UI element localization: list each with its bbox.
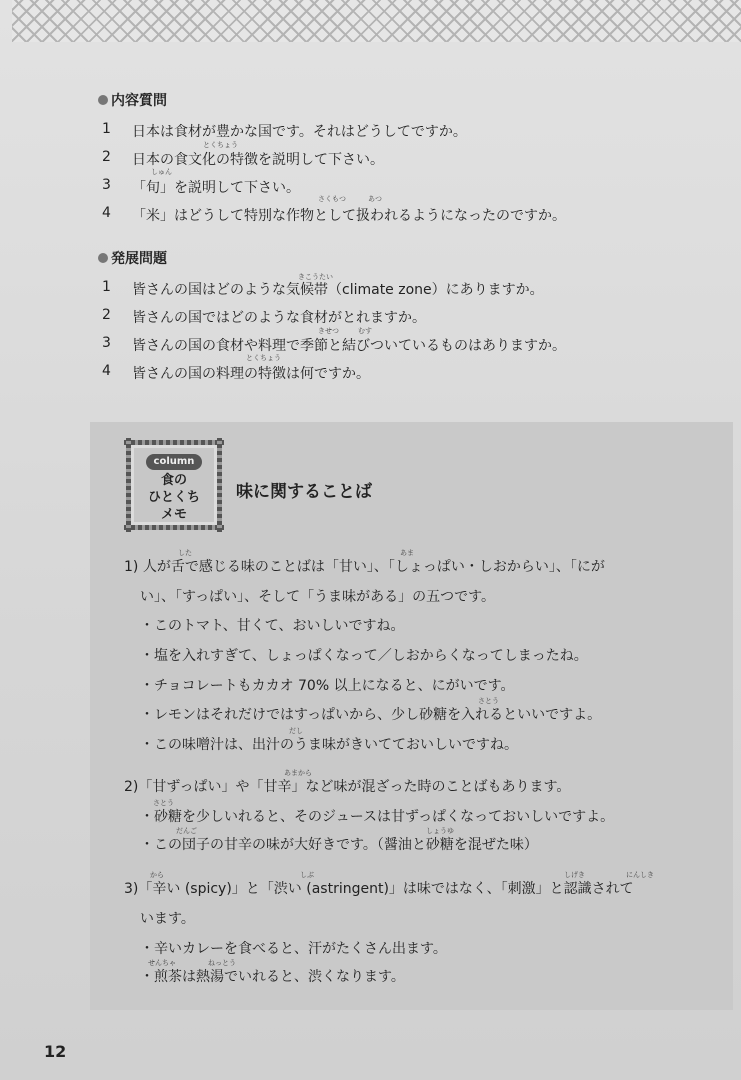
ruby-reading: にんしき (626, 871, 654, 879)
question-number: 4 (102, 205, 111, 221)
example-sentence: ・塩を入れすぎて、しょっぱくなって／しおからくなってしまったね。 (140, 648, 588, 664)
column-text-line: 2)「甘ずっぱい」や「甘辛」など味が混ざった時のことばもあります。 (124, 779, 571, 795)
badge-frame-top (124, 440, 224, 445)
question-text: 皆さんの国はどのような気候帯（climate zone）にありますか。 (132, 282, 544, 298)
column-label-pill: column (146, 454, 202, 470)
question-item (98, 149, 566, 166)
question-item (98, 205, 566, 222)
ruby-reading: あま (400, 549, 414, 557)
question-item (98, 177, 566, 194)
question-text: 「旬」を説明して下さい。 (132, 180, 300, 196)
badge-line: 食の (160, 473, 187, 488)
question-number: 4 (102, 363, 111, 379)
ruby-reading: しょうゆ (426, 827, 454, 835)
badge-frame-bottom (124, 525, 224, 530)
ruby-reading: あまから (284, 769, 312, 777)
example-sentence: ・チョコレートもカカオ 70% 以上になると、にがいです。 (140, 678, 515, 694)
development-questions-title: 発展問題 (111, 251, 167, 267)
question-number: 1 (102, 279, 111, 295)
example-sentence: ・この味噌汁は、出汁のうま味がきいてておいしいですね。 (140, 737, 518, 753)
column-title: 味に関することば (236, 482, 372, 502)
question-item (98, 363, 566, 380)
question-text: 皆さんの国の料理の特徴は何ですか。 (132, 366, 370, 382)
question-text: 日本の食文化の特徴を説明して下さい。 (132, 152, 384, 168)
ruby-reading: ねっとう (208, 959, 236, 967)
ruby-reading: さとう (153, 799, 174, 807)
badge-frame-right (217, 438, 222, 532)
question-number: 2 (102, 149, 111, 165)
column-text-line: います。 (140, 911, 195, 927)
content-questions-heading (98, 90, 566, 110)
development-questions-section (98, 248, 566, 380)
example-sentence: ・レモンはそれだけではすっぱいから、少し砂糖を入れるといいですよ。 (140, 707, 602, 723)
question-number: 3 (102, 177, 111, 193)
ruby-reading: しゅん (151, 168, 172, 176)
question-number: 3 (102, 335, 111, 351)
ruby-reading: しげき (564, 871, 585, 879)
example-sentence: ・辛いカレーを食べると、汗がたくさん出ます。 (140, 941, 447, 957)
badge-line: メモ (160, 507, 187, 522)
content-questions-title: 内容質問 (111, 93, 167, 109)
badge-line: ひとくち (147, 490, 200, 505)
column-text-line: い」、「すっぱい」、そして「うま味がある」の五つです。 (140, 589, 496, 605)
question-item (98, 307, 566, 324)
ruby-reading: きこうたい (298, 273, 333, 281)
ruby-reading: から (150, 871, 164, 879)
page-number: 12 (44, 1042, 67, 1061)
example-sentence: ・煎茶は熱湯でいれると、渋くなります。 (140, 969, 405, 985)
ruby-reading: とくちょう (246, 354, 281, 362)
bullet-dot-icon (98, 95, 108, 105)
question-item (98, 335, 566, 352)
question-number: 2 (102, 307, 111, 323)
badge-frame-left (126, 438, 131, 532)
question-text: 皆さんの国ではどのような食材がとれますか。 (132, 310, 426, 326)
ruby-reading: しぶ (300, 871, 314, 879)
ruby-reading: した (178, 549, 192, 557)
ruby-reading: さとう (478, 697, 499, 705)
ruby-reading: きせつ (318, 327, 339, 335)
question-text: 日本は食材が豊かな国です。それはどうしてですか。 (132, 124, 467, 140)
ruby-reading: あつ (368, 195, 382, 203)
column-text-line: 1) 人が舌で感じる味のことばは「甘い」、「しょっぱい・しおからい」、「にが (124, 559, 605, 575)
ruby-reading: だんご (176, 827, 197, 835)
badge-text (134, 472, 214, 523)
question-item (98, 121, 566, 138)
ruby-reading: とくちょう (203, 141, 238, 149)
development-questions-heading (98, 248, 566, 268)
column-text-line: 3)「辛い (spicy)」と「渋い (astringent)」は味ではなく、「刺激」と認識されて (124, 881, 634, 897)
question-text: 皆さんの国の食材や料理で季節と結びついているものはありますか。 (132, 338, 566, 354)
example-sentence: ・砂糖を少しいれると、そのジュースは甘ずっぱくなっておいしいですよ。 (140, 809, 615, 825)
question-number: 1 (102, 121, 111, 137)
ruby-reading: さくもつ (318, 195, 346, 203)
decorative-lattice-band (12, 0, 741, 42)
ruby-reading: だし (289, 727, 303, 735)
example-sentence: ・このトマト、甘くて、おいしいですね。 (140, 618, 405, 634)
ruby-reading: せんちゃ (148, 959, 176, 967)
question-text: 「米」はどうして特別な作物として扱われるようになったのですか。 (132, 208, 566, 224)
bullet-dot-icon (98, 253, 108, 263)
example-sentence: ・この団子の甘辛の味が大好きです。（醤油と砂糖を混ぜた味） (140, 837, 538, 853)
ruby-reading: むす (358, 327, 372, 335)
